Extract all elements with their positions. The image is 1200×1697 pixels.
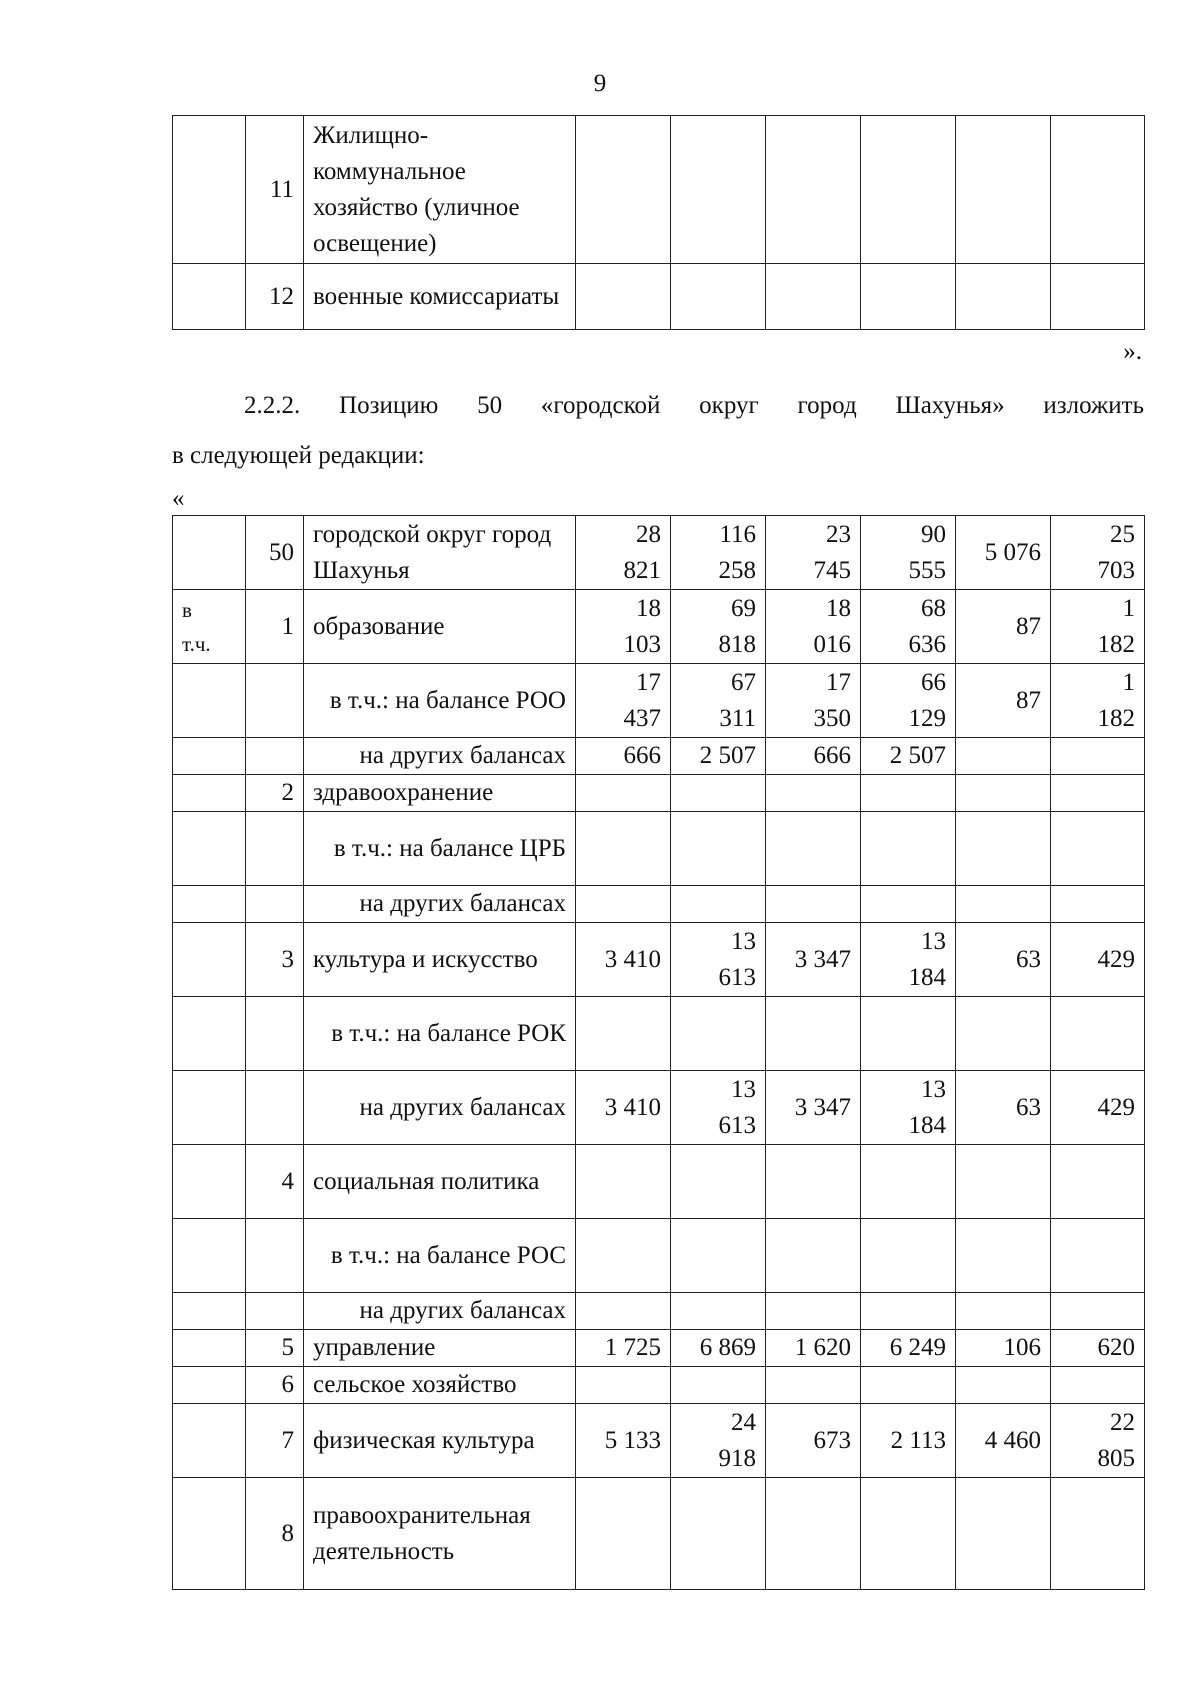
row-prefix [173,664,246,738]
top-table-body [173,116,1145,330]
value-cell [576,1367,671,1404]
value-cell: 28 821 [576,516,671,590]
row-code [246,1071,304,1145]
row-prefix [173,997,246,1071]
value-cell [1051,775,1145,812]
value-cell [671,264,766,330]
table-row [173,1145,1145,1219]
row-name: в т.ч.: на балансе ЦРБ [304,812,576,886]
value-cell [766,1293,861,1330]
value-cell: 17 437 [576,664,671,738]
value-cell [766,1219,861,1293]
value-cell [956,264,1051,330]
value-cell [576,116,671,264]
row-prefix [173,1367,246,1404]
value-cell [766,1367,861,1404]
row-prefix [173,1478,246,1590]
value-cell: 3 410 [576,1071,671,1145]
row-prefix [173,738,246,775]
row-code: 8 [246,1478,304,1590]
value-cell: 429 [1051,923,1145,997]
value-cell: 13 613 [671,923,766,997]
value-cell: 87 [956,590,1051,664]
row-name: здравоохранение [304,775,576,812]
value-cell [1051,1367,1145,1404]
value-cell [1051,738,1145,775]
value-cell: 1 725 [576,1330,671,1367]
value-cell [671,1145,766,1219]
table-row [173,516,1145,590]
row-code: 2 [246,775,304,812]
value-cell [576,775,671,812]
row-prefix [173,516,246,590]
value-cell [1051,886,1145,923]
value-cell [861,775,956,812]
value-cell: 106 [956,1330,1051,1367]
row-code [246,1219,304,1293]
value-cell: 13 184 [861,1071,956,1145]
value-cell [861,886,956,923]
table-row [173,1367,1145,1404]
value-cell [671,775,766,812]
value-cell: 666 [766,738,861,775]
row-prefix [173,886,246,923]
row-code: 50 [246,516,304,590]
value-cell [766,1478,861,1590]
row-name: правоохранительная деятельность [304,1478,576,1590]
value-cell [766,1145,861,1219]
row-code: 4 [246,1145,304,1219]
value-cell: 63 [956,923,1051,997]
value-cell: 25 703 [1051,516,1145,590]
table-row [173,923,1145,997]
value-cell [1051,1145,1145,1219]
value-cell [671,1478,766,1590]
row-code [246,1293,304,1330]
value-cell: 2 507 [671,738,766,775]
value-cell: 3 347 [766,923,861,997]
value-cell: 3 410 [576,923,671,997]
value-cell: 3 347 [766,1071,861,1145]
value-cell: 24 918 [671,1404,766,1478]
closing-quote: ». [1123,338,1142,365]
row-prefix [173,1219,246,1293]
row-name: на других балансах [304,1293,576,1330]
value-cell: 13 184 [861,923,956,997]
row-code [246,997,304,1071]
value-cell: 4 460 [956,1404,1051,1478]
row-name: культура и искусство [304,923,576,997]
value-cell [861,1219,956,1293]
row-code [246,812,304,886]
table-row [173,1478,1145,1590]
row-name: городской округ город Шахунья [304,516,576,590]
table-row [173,664,1145,738]
value-cell [861,264,956,330]
value-cell [861,812,956,886]
table-row [173,1293,1145,1330]
value-cell [956,1219,1051,1293]
row-name: на других балансах [304,886,576,923]
row-prefix [173,1293,246,1330]
value-cell: 1 620 [766,1330,861,1367]
row-code: 1 [246,590,304,664]
value-cell [956,116,1051,264]
row-prefix [173,1330,246,1367]
value-cell [956,997,1051,1071]
value-cell: 1 182 [1051,664,1145,738]
value-cell [671,1367,766,1404]
row-name: управление [304,1330,576,1367]
value-cell [1051,264,1145,330]
value-cell [861,116,956,264]
value-cell [861,1478,956,1590]
value-cell [1051,1478,1145,1590]
value-cell [861,1367,956,1404]
row-name: на других балансах [304,738,576,775]
table-row [173,1071,1145,1145]
value-cell [766,264,861,330]
table-row [173,590,1145,664]
table-row [173,997,1145,1071]
row-name: военные комиссариаты [304,264,576,330]
value-cell [1051,812,1145,886]
value-cell: 13 613 [671,1071,766,1145]
value-cell [956,812,1051,886]
row-name: на других балансах [304,1071,576,1145]
value-cell: 2 507 [861,738,956,775]
row-code: 12 [246,264,304,330]
row-code [246,738,304,775]
row-code: 5 [246,1330,304,1367]
value-cell: 66 129 [861,664,956,738]
table-row [173,886,1145,923]
row-name: в т.ч.: на балансе РОК [304,997,576,1071]
value-cell: 90 555 [861,516,956,590]
value-cell: 6 249 [861,1330,956,1367]
table-row [173,1404,1145,1478]
row-name: Жилищно-коммунальное хозяйство (уличное освещение) [304,116,576,264]
value-cell: 5 076 [956,516,1051,590]
value-cell [576,997,671,1071]
row-prefix [173,1145,246,1219]
table-row [173,1330,1145,1367]
row-prefix [173,116,246,264]
value-cell [956,1145,1051,1219]
value-cell [766,812,861,886]
row-prefix [173,923,246,997]
value-cell [861,1145,956,1219]
value-cell: 18 103 [576,590,671,664]
value-cell [576,812,671,886]
value-cell: 69 818 [671,590,766,664]
value-cell [956,1367,1051,1404]
value-cell [576,1478,671,1590]
row-name: образование [304,590,576,664]
row-code: 7 [246,1404,304,1478]
table-row [173,738,1145,775]
row-name: сельское хозяйство [304,1367,576,1404]
row-prefix [173,264,246,330]
value-cell [1051,116,1145,264]
paragraph-line-2: в следующей редакции: [172,442,425,469]
value-cell: 87 [956,664,1051,738]
paragraph-line-1: 2.2.2. Позицию 50 «городской округ город Шахунья» изложить [244,392,1144,419]
top-table [172,115,1145,330]
value-cell: 6 869 [671,1330,766,1367]
value-cell: 673 [766,1404,861,1478]
value-cell [956,775,1051,812]
row-prefix: в т.ч. [173,590,246,664]
value-cell: 67 311 [671,664,766,738]
table-row [173,812,1145,886]
value-cell: 18 016 [766,590,861,664]
value-cell [1051,1219,1145,1293]
value-cell [576,264,671,330]
value-cell [956,1293,1051,1330]
value-cell: 22 805 [1051,1404,1145,1478]
value-cell [1051,1293,1145,1330]
value-cell [956,1478,1051,1590]
value-cell: 68 636 [861,590,956,664]
value-cell [861,997,956,1071]
value-cell [671,116,766,264]
page-number: 9 [593,70,607,97]
table-row [173,264,1145,330]
value-cell: 429 [1051,1071,1145,1145]
row-code [246,886,304,923]
value-cell: 63 [956,1071,1051,1145]
row-prefix [173,1071,246,1145]
value-cell [956,886,1051,923]
row-code: 6 [246,1367,304,1404]
row-prefix [173,1404,246,1478]
row-prefix [173,775,246,812]
value-cell [576,1145,671,1219]
value-cell: 23 745 [766,516,861,590]
main-table [172,515,1145,1590]
row-prefix [173,812,246,886]
value-cell [861,1293,956,1330]
value-cell: 116 258 [671,516,766,590]
row-name: в т.ч.: на балансе РОС [304,1219,576,1293]
row-code: 3 [246,923,304,997]
value-cell [766,116,861,264]
value-cell [671,886,766,923]
value-cell [671,812,766,886]
value-cell [1051,997,1145,1071]
row-name: в т.ч.: на балансе РОО [304,664,576,738]
value-cell [576,886,671,923]
value-cell [766,886,861,923]
table-row [173,775,1145,812]
value-cell [766,997,861,1071]
value-cell: 17 350 [766,664,861,738]
value-cell [671,1293,766,1330]
value-cell: 666 [576,738,671,775]
value-cell [956,738,1051,775]
table-row [173,1219,1145,1293]
value-cell [576,1219,671,1293]
value-cell: 5 133 [576,1404,671,1478]
main-table-body [173,516,1145,1590]
value-cell [766,775,861,812]
value-cell [671,1219,766,1293]
table-row [173,116,1145,264]
opening-quote: « [172,485,185,512]
value-cell: 620 [1051,1330,1145,1367]
value-cell [576,1293,671,1330]
row-code [246,664,304,738]
row-code: 11 [246,116,304,264]
row-name: физическая культура [304,1404,576,1478]
row-name: социальная политика [304,1145,576,1219]
value-cell: 1 182 [1051,590,1145,664]
value-cell: 2 113 [861,1404,956,1478]
value-cell [671,997,766,1071]
